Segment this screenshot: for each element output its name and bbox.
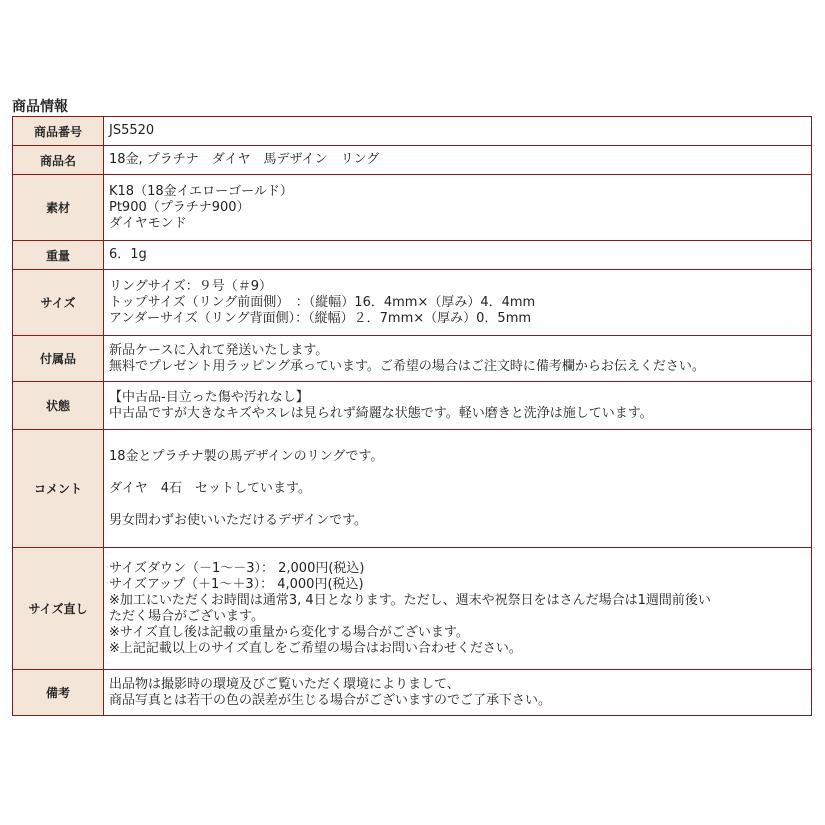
table-row	[13, 382, 812, 430]
resize-line: ただく場合がございます。	[109, 608, 264, 624]
label-notes: 備考	[13, 670, 104, 716]
resize-line: ※加工にいただくお時間は通常3, 4日となります。ただし、週末や祝祭日をはさんだ場合は1週間前後い	[109, 592, 711, 608]
value-material	[104, 175, 812, 241]
value-accessories	[104, 336, 812, 382]
table-row	[13, 670, 812, 716]
notes-line: 商品写真とは若干の色の誤差が生じる場合がございますのでご了承下さい。	[109, 692, 552, 708]
size-line: アンダーサイズ（リング背面側）：（縦幅）２．7mm×（厚み）0．5mm	[109, 310, 532, 326]
table-row	[13, 175, 812, 241]
material-line: K18（18金イエローゴールド）	[109, 183, 293, 199]
table-row	[13, 430, 812, 548]
table-row	[13, 241, 812, 270]
label-comment: コメント	[13, 430, 104, 548]
value-condition	[104, 382, 812, 430]
value-product-number: JS5520	[104, 117, 812, 146]
size-line: リングサイズ：９号（＃9）	[109, 278, 272, 294]
size-line: トップサイズ（リング前面側） ：（縦幅）16．4mm×（厚み）4．4mm	[109, 294, 536, 310]
resize-line: サイズダウン（－1～－3）： 2,000円(税込)	[109, 560, 365, 576]
label-size: サイズ	[13, 270, 104, 336]
value-size	[104, 270, 812, 336]
notes-line: 出品物は撮影時の環境及びご覧いただく環境によりまして、	[109, 676, 460, 692]
condition-line: 中古品ですが大きなキズやスレは見られず綺麗な状態です。軽い磨きと洗浄は施しています。	[109, 405, 653, 421]
label-material: 素材	[13, 175, 104, 241]
table-row	[13, 117, 812, 146]
section-title: 商品情報	[12, 99, 68, 115]
label-condition: 状態	[13, 382, 104, 430]
table-row	[13, 548, 812, 670]
resize-line: ※サイズ直し後は記載の重量から変化する場合がございます。	[109, 624, 469, 640]
table-row	[13, 146, 812, 175]
condition-line: 【中古品-目立った傷や汚れなし】	[109, 389, 309, 405]
table-row	[13, 336, 812, 382]
resize-line: ※上記記載以上のサイズ直しをご希望の場合はお問い合わせください。	[109, 640, 522, 656]
comment-line: 18金とプラチナ製の馬デザインのリングです。	[109, 448, 384, 464]
comment-line: ダイヤ 4石 セットしています。	[109, 480, 311, 496]
table-row	[13, 270, 812, 336]
resize-line: サイズアップ（＋1～＋3）： 4,000円(税込)	[109, 576, 364, 592]
product-info-table	[12, 116, 812, 716]
label-product-number: 商品番号	[13, 117, 104, 146]
value-notes	[104, 670, 812, 716]
label-resize: サイズ直し	[13, 548, 104, 670]
accessories-line: 無料でプレゼント用ラッピング承っています。ご希望の場合はご注文時に備考欄からお伝えください。	[109, 358, 705, 374]
value-comment	[104, 430, 812, 548]
label-product-name: 商品名	[13, 146, 104, 175]
label-accessories: 付属品	[13, 336, 104, 382]
material-line: Pt900（プラチナ900）	[109, 199, 250, 215]
accessories-line: 新品ケースに入れて発送いたします。	[109, 342, 329, 358]
value-weight: 6．1g	[104, 241, 812, 270]
value-product-name: 18金, プラチナ ダイヤ 馬デザイン リング	[104, 146, 812, 175]
material-line: ダイヤモンド	[109, 215, 187, 231]
value-resize	[104, 548, 812, 670]
comment-line: 男女問わずお使いいただけるデザインです。	[109, 512, 368, 528]
label-weight: 重量	[13, 241, 104, 270]
